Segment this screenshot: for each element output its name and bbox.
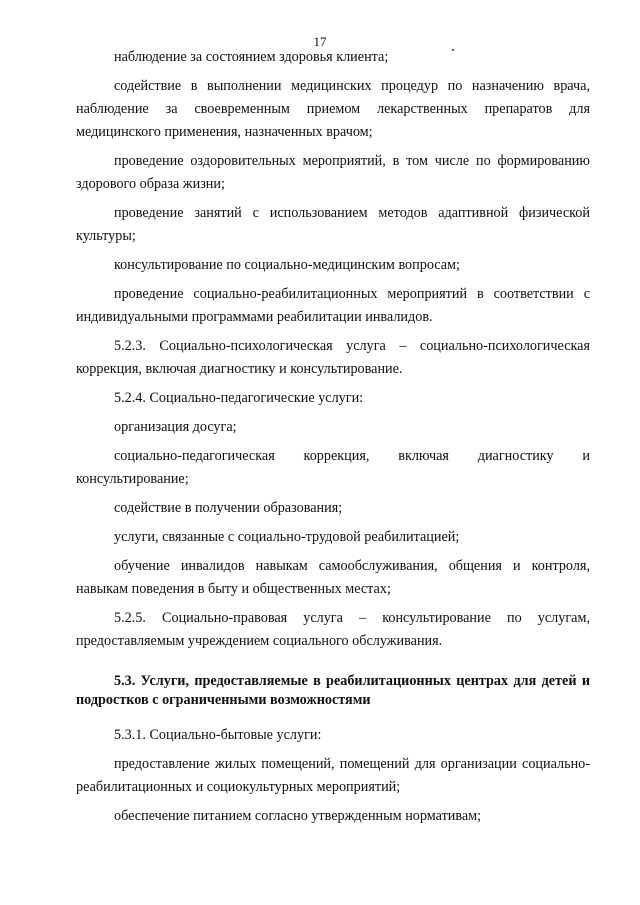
section-heading-5-3: 5.3. Услуги, предоставляемые в реабилитационных центрах для детей и подростков с ограниченными возможностями [76,673,590,708]
paragraph-housing: предоставление жилых помещений, помещений для организации социально-реабилитационных и социокультурных мероприятий; [76,756,590,795]
paragraph-medical-consulting: консультирование по социально-медицинским вопросам; [114,257,460,273]
paragraph-labor-rehab: услуги, связанные с социально-трудовой реабилитацией; [114,529,460,545]
paragraph-pedagogical-correction: социально-педагогическая коррекция, включая диагностику и консультирование; [76,448,590,487]
document-body [76,46,590,834]
paragraph-5-2-3: 5.2.3. Социально-психологическая услуга – социально-психологическая коррекция, включая диагностику и консультирование. [76,338,590,377]
paragraph-leisure: организация досуга; [114,419,237,435]
paragraph-health-activities: проведение оздоровительных мероприятий, в том числе по формированию здорового образа жизни; [76,153,590,192]
paragraph-self-care-training: обучение инвалидов навыкам самообслуживания, общения и контроля, навыкам поведения в быту и общественных местах; [76,558,590,597]
paragraph-5-2-4: 5.2.4. Социально-педагогические услуги: [114,390,364,406]
paragraph-5-3-1: 5.3.1. Социально-бытовые услуги: [114,727,322,743]
paragraph-medical-procedures: содействие в выполнении медицинских процедур по назначению врача, наблюдение за своевременным приемом лекарственных препаратов для медицинского применения, назначенных врачом; [76,78,590,140]
paragraph-health-monitoring: наблюдение за состоянием здоровья клиента; [114,49,389,65]
paragraph-education: содействие в получении образования; [114,500,343,516]
paragraph-nutrition: обеспечение питанием согласно утвержденным нормативам; [114,808,482,824]
paragraph-adaptive-pe: проведение занятий с использованием методов адаптивной физической культуры; [76,205,590,244]
paragraph-rehab-activities: проведение социально-реабилитационных мероприятий в соответствии с индивидуальными программами реабилитации инвалидов. [76,286,590,325]
paragraph-5-2-5: 5.2.5. Социально-правовая услуга – консультирование по услугам, предоставляемым учреждением социального обслуживания. [76,610,590,649]
page-number: 17 [313,34,327,49]
